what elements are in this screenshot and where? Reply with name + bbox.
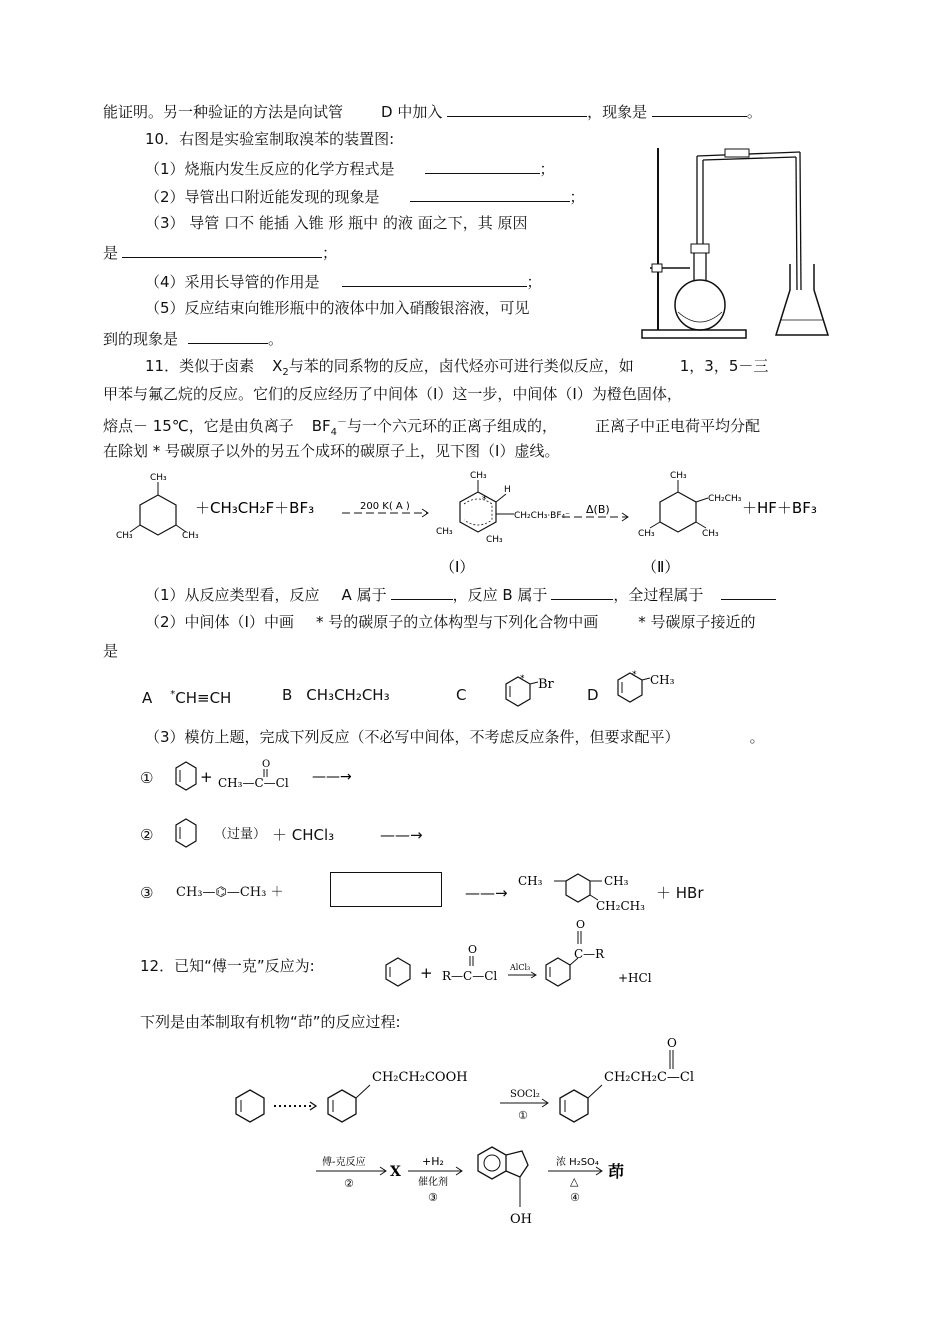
q11-para-line3: 熔点－ 15℃，它是由负离子 $BF_4^-$与一个六元环的正离子组成的， 正离子中正电荷平均分配 — [103, 417, 761, 438]
svg-text:CH₃: CH₃ — [182, 531, 199, 541]
svg-text:CH₃: CH₃ — [116, 531, 133, 541]
svg-text:CH₂CH₃·BF₄⁻: CH₂CH₃·BF₄⁻ — [514, 511, 570, 521]
svg-text:X: X — [390, 1164, 401, 1180]
answer-blank[interactable] — [410, 185, 570, 202]
option-d[interactable]: D — [587, 686, 599, 704]
arrow-b-label: Δ(B) — [586, 503, 610, 516]
svg-text:CH₂CH₂COOH: CH₂CH₂COOH — [372, 1070, 468, 1085]
reaction-2-benzene — [172, 815, 202, 855]
svg-text:+: + — [200, 768, 213, 786]
svg-text:CH₃—C—Cl: CH₃—C—Cl — [218, 776, 289, 790]
svg-text:C—R: C—R — [574, 947, 605, 961]
reaction-3-reagent: CH₃—⌬—CH₃ ＋ — [176, 885, 284, 900]
q11-para-line4: 在除划 * 号碳原子以外的另五个成环的碳原子上，见下图（Ⅰ）虚线。 — [103, 442, 560, 460]
svg-text:④: ④ — [570, 1191, 580, 1204]
svg-text:CH₃: CH₃ — [470, 471, 487, 481]
svg-text:CH₃: CH₃ — [150, 473, 167, 483]
svg-text:SOCl₂: SOCl₂ — [510, 1089, 540, 1100]
svg-text:CH₃: CH₃ — [650, 673, 675, 687]
svg-text:CH₂CH₃: CH₂CH₃ — [708, 494, 742, 504]
svg-text:+HCl: +HCl — [618, 971, 652, 985]
indene-synthesis-scheme — [230, 1035, 730, 1235]
q11-para-line2: 甲苯与氟乙烷的反应。它们的反应经历了中间体（Ⅰ）这一步，中间体（Ⅰ）为橙色固体， — [103, 385, 682, 403]
products-text: ＋HF＋BF₃ — [742, 499, 817, 517]
svg-text:*: * — [520, 674, 525, 684]
q10-sub2: （2）导管出口附近能发现的现象是 ； — [145, 185, 585, 207]
svg-text:O: O — [262, 759, 271, 770]
mesitylene-structure — [116, 473, 199, 541]
svg-text:O: O — [576, 918, 586, 931]
reaction-3-number: ③ — [140, 884, 154, 902]
option-c[interactable]: C — [456, 686, 467, 704]
q10-title: 10．右图是实验室制取溴苯的装置图: — [145, 130, 395, 148]
bromobenzene-apparatus-figure — [640, 140, 845, 345]
svg-text:CH₂CH₃: CH₂CH₃ — [596, 899, 645, 913]
answer-blank[interactable] — [391, 583, 453, 600]
answer-blank[interactable] — [447, 100, 587, 117]
svg-text:*: * — [482, 495, 487, 505]
reaction-3-hbr: ＋ HBr — [656, 884, 704, 902]
svg-text:OH: OH — [510, 1212, 532, 1227]
answer-blank[interactable] — [188, 327, 268, 344]
reaction-2-arrow: ——→ — [380, 826, 423, 844]
top-text-b: D 中加入 — [381, 103, 443, 121]
svg-text:AlCl₃: AlCl₃ — [510, 963, 531, 972]
reaction-1 — [170, 755, 400, 800]
svg-text:H: H — [504, 485, 511, 495]
svg-text:傅-克反应: 傅-克反应 — [322, 1157, 366, 1168]
q11-sub1: （1）从反应类型看，反应 A 属于 ，反应 B 属于 ，全过程属于 — [145, 583, 776, 605]
answer-blank[interactable] — [425, 157, 540, 174]
q12-intro: 下列是由苯制取有机物“茚”的反应过程: — [140, 1013, 401, 1031]
svg-text:O: O — [468, 943, 478, 956]
option-d-structure — [612, 668, 682, 708]
answer-blank[interactable] — [342, 270, 527, 287]
svg-text:+H₂: +H₂ — [422, 1155, 444, 1168]
svg-text:CH₃: CH₃ — [604, 874, 629, 888]
reaction-2-reagent: ＋ CHCl₃ — [272, 826, 335, 844]
product-II-structure — [638, 471, 742, 539]
q12-title: 12．已知“傅一克”反应为: — [140, 957, 315, 975]
svg-text:CH₃: CH₃ — [702, 529, 719, 539]
answer-blank[interactable] — [122, 241, 322, 258]
svg-text:CH₃: CH₃ — [436, 527, 453, 537]
q10-sub1: （1）烧瓶内发生反应的化学方程式是 ； — [145, 157, 555, 179]
q10-sub5-cont: 到的现象是 。 — [103, 327, 283, 349]
svg-text:催化剂: 催化剂 — [418, 1177, 448, 1188]
answer-blank[interactable] — [551, 583, 613, 600]
reaction-2-number: ② — [140, 826, 154, 844]
q10-sub4: （4）采用长导管的作用是 ； — [145, 270, 542, 292]
svg-text:O: O — [667, 1036, 677, 1050]
answer-blank[interactable] — [652, 100, 747, 117]
option-a[interactable]: A *CH≡CH — [142, 689, 232, 707]
reaction-3-answer-box[interactable] — [330, 872, 442, 907]
svg-text:CH₂CH₂C—Cl: CH₂CH₂C—Cl — [604, 1070, 695, 1085]
q10-sub5: （5）反应结束向锥形瓶中的液体中加入硝酸银溶液，可见 — [145, 299, 530, 317]
q11-sub2-cont: 是 — [103, 642, 119, 660]
svg-text:CH₃: CH₃ — [486, 535, 503, 545]
arrow-a-label: 200 K( A ) — [360, 501, 410, 512]
svg-text:①: ① — [518, 1109, 528, 1122]
svg-text:③: ③ — [428, 1191, 438, 1204]
reagents-text: ＋CH₃CH₂F＋BF₃ — [195, 499, 315, 517]
svg-text:CH₃: CH₃ — [518, 874, 543, 888]
svg-text:②: ② — [344, 1177, 354, 1190]
q10-sub3-cont: 是 ； — [103, 241, 337, 263]
svg-text:茚: 茚 — [608, 1162, 625, 1181]
option-b[interactable]: B CH₃CH₂CH₃ — [282, 686, 390, 704]
top-text-c: ，现象是 — [587, 103, 648, 121]
intermediate-I-structure — [436, 471, 570, 545]
svg-text:△: △ — [570, 1175, 579, 1188]
svg-text:Br: Br — [538, 677, 554, 692]
svg-text:浓 H₂SO₄: 浓 H₂SO₄ — [556, 1157, 599, 1168]
q10-sub3: （3） 导管 口不 能插 入锥 形 瓶中 的液 面之下，其 原因 — [145, 214, 528, 232]
svg-text:CH₃: CH₃ — [670, 471, 687, 481]
q11-sub3: （3）模仿上题，完成下列反应（不必写中间体，不考虑反应条件，但要求配平） 。 — [145, 728, 765, 746]
svg-text:*: * — [632, 670, 637, 680]
top-line: 能证明。另一种验证的方法是向试管 D 中加入 ，现象是 。 — [103, 100, 762, 122]
reaction-1-number: ① — [140, 769, 154, 787]
q11-sub2: （2）中间体（Ⅰ）中画 * 号的碳原子的立体构型与下列化合物中画 * 号碳原子接近的 — [145, 613, 756, 631]
svg-text:R—C—Cl: R—C—Cl — [442, 969, 498, 983]
option-c-structure — [500, 672, 570, 712]
top-text-a: 能证明。另一种验证的方法是向试管 — [103, 103, 344, 121]
reaction-3-arrow: ——→ — [465, 884, 508, 902]
reaction-2-excess: （过量） — [214, 827, 267, 842]
label-product-II: （Ⅱ） — [642, 558, 680, 576]
svg-text:+: + — [420, 964, 433, 982]
friedel-crafts-equation — [380, 920, 680, 1000]
q11-reaction-scheme — [110, 470, 850, 580]
svg-text:CH₃: CH₃ — [638, 529, 655, 539]
svg-text:——→: ——→ — [312, 769, 352, 785]
label-intermediate-I: （Ⅰ） — [440, 558, 475, 576]
answer-blank[interactable] — [721, 583, 776, 600]
reaction-3-product — [518, 866, 658, 916]
q11-para-line1: 11．类似于卤素 $X_2$与苯的同系物的反应，卤代烃亦可进行类似反应，如 1，3，5－三 — [145, 357, 769, 378]
